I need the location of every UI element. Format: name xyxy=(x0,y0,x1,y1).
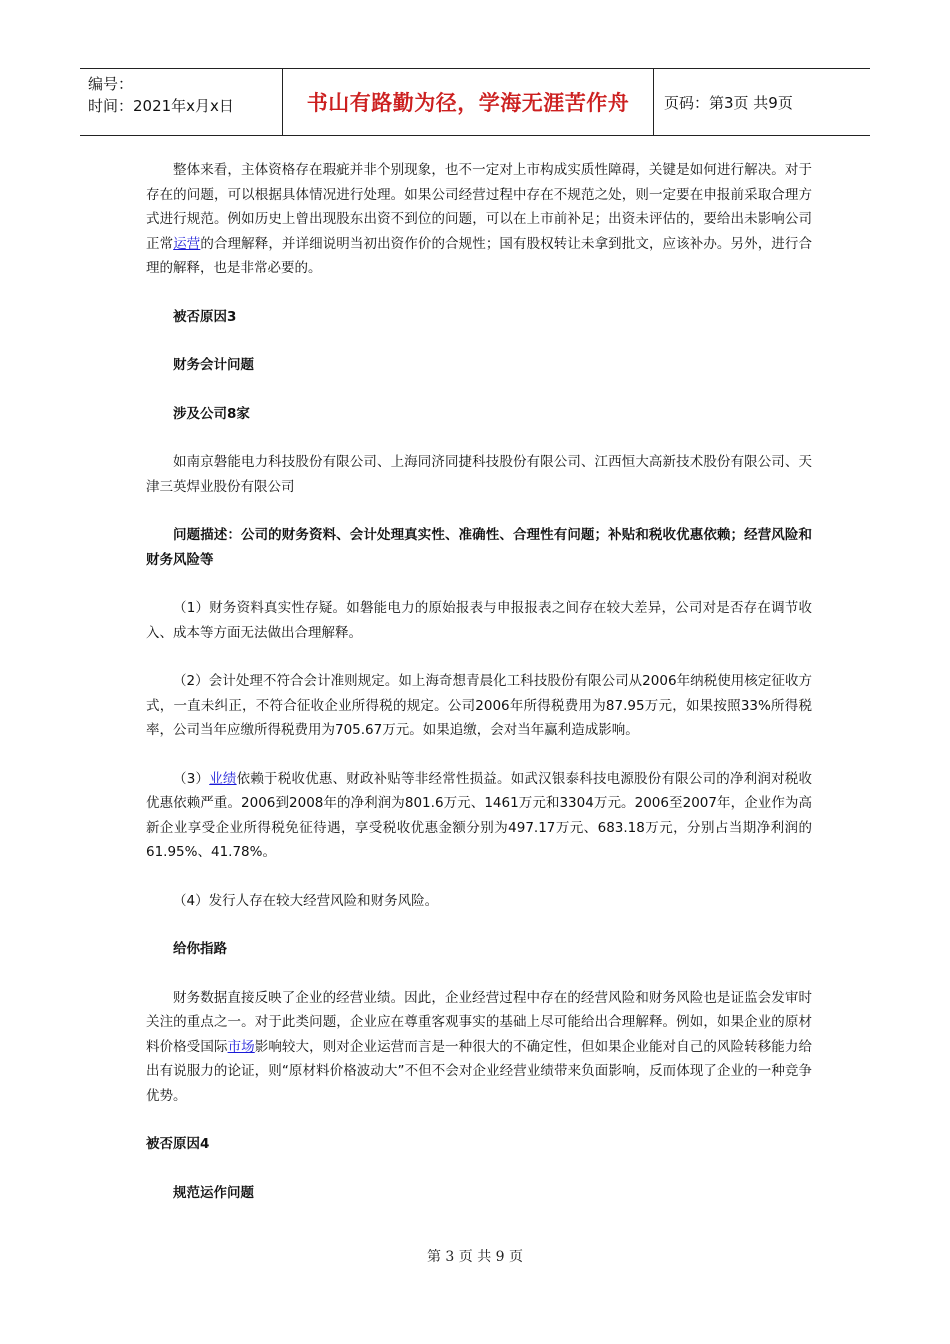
heading-reason-3: 被否原因3 xyxy=(173,308,237,325)
header-page-number: 页码：第3页 共9页 xyxy=(664,93,793,112)
heading-companies: 涉及公司8家 xyxy=(173,405,250,422)
page-header xyxy=(80,68,870,136)
link-shichang[interactable]: 市场 xyxy=(227,1038,255,1055)
paragraph-summary: 整体来看，主体资格存在瑕疵并非个别现象，也不一定对上市构成实质性障碍，关键是如何进行解决。对于存在的问题，可以根据具体情况进行处理。如果公司经营过程中存在不规范之处，则一定要在申报前采取合理方式进行规范。例如历史上曾出现股东出资不到位的问题，可以在上市前补足；出资未评估的，要给出未影响公司正常运营的合理解释，并详细说明当初出资作价的合规性；国有股权转让未拿到批文，应该补办。另外，进行合理的解释，也是非常必要的。 xyxy=(146,162,812,276)
header-meta xyxy=(80,69,282,135)
heading-finance: 财务会计问题 xyxy=(173,357,254,373)
paragraph-item-3: （3）业绩依赖于税收优惠、财政补贴等非经常性损益。如武汉银泰科技电源股份有限公司的净利润对税收优惠依赖严重。2006到2008年的净利润为801.6万元、1461万元和3304万元。2006至2007年，企业作为高新企业享受企业所得税免征待遇，享受税收优惠金额分别为497.17万元、683.18万元，分别占当期净利润的61.95%、41.78%。 xyxy=(146,770,813,860)
paragraph-item-1: （1）财务资料真实性存疑。如磐能电力的原始报表与申报报表之间存在较大差异，公司对是否存在调节收入、成本等方面无法做出合理解释。 xyxy=(146,600,812,641)
heading-reason-4: 被否原因4 xyxy=(146,1136,210,1152)
paragraph-guide: 财务数据直接反映了企业的经营业绩。因此，企业经营过程中存在的经营风险和财务风险也是证监会发审时关注的重点之一。对于此类问题，企业应在尊重客观事实的基础上尽可能给出合理解释。例如，如果企业的原材料价格受国际市场影响较大，则对企业运营而言是一种很大的不确定性，但如果企业能对自己的风险转移能力给出有说服力的论证，则“原材料价格波动大”不但不会对企业经营业绩带来负面影响，反而体现了企业的一种竞争优势。 xyxy=(146,989,812,1104)
heading-guide: 给你指路 xyxy=(173,941,227,957)
header-motto: 书山有路勤为径，学海无涯苦作舟 xyxy=(282,69,654,135)
document-date: 时间：2021年x月x日 xyxy=(88,97,234,115)
paragraph-item-4: （4）发行人存在较大经营风险和财务风险。 xyxy=(173,892,439,909)
paragraph-item-2: （2）会计处理不符合会计准则规定。如上海奇想青晨化工科技股份有限公司从2006年纳税使用核定征收方式，一直未纠正，不符合征收企业所得税的规定。公司2006年所得税费用为87.95万元，如果按照33%所得税率，公司当年应缴所得税费用为705.67万元。如果追缴，会对当年赢利造成影响。 xyxy=(146,673,812,738)
link-yeji[interactable]: 业绩 xyxy=(209,770,237,787)
document-number: 编号： xyxy=(88,75,134,93)
paragraph-problem-description: 问题描述：公司的财务资料、会计处理真实性、准确性、合理性有问题；补贴和税收优惠依赖；经营风险和财务风险等 xyxy=(146,527,812,568)
link-yunying[interactable]: 运营 xyxy=(173,235,201,252)
document-body xyxy=(146,158,812,1205)
paragraph-companies: 如南京磐能电力科技股份有限公司、上海同济同捷科技股份有限公司、江西恒大高新技术股份有限公司、天津三英焊业股份有限公司 xyxy=(146,454,812,495)
page-footer: 第 3 页 共 9 页 xyxy=(426,1249,524,1265)
heading-norm: 规范运作问题 xyxy=(173,1184,254,1201)
